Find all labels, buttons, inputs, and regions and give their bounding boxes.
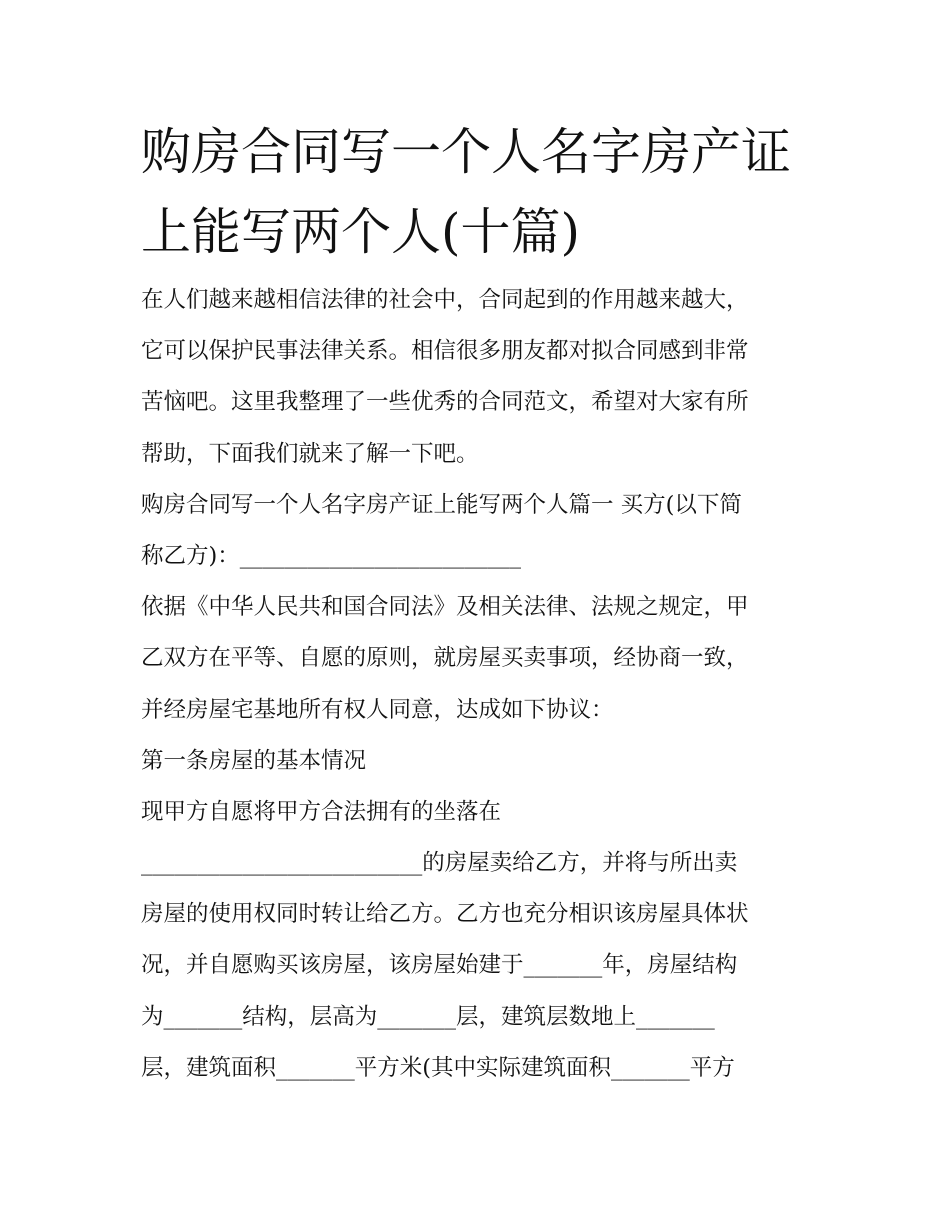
body-line: 为_______结构，层高为_______层，建筑层数地上_______ xyxy=(141,1003,715,1030)
body-line: 依据《中华人民共和国合同法》及相关法律、法规之规定，甲 xyxy=(141,594,749,621)
body-line: 况，并自愿购买该房屋，该房屋始建于_______年，房屋结构 xyxy=(141,952,738,979)
body-line: 在人们越来越相信法律的社会中，合同起到的作用越来越大， xyxy=(141,287,749,313)
body-line: 乙双方在平等、自愿的原则，就房屋买卖事项，经协商一致， xyxy=(141,645,749,672)
body-line: 帮助，下面我们就来了解一下吧。 xyxy=(141,440,479,467)
document-body xyxy=(141,280,813,1099)
title-line-1: 购房合同写一个人名字房产证 xyxy=(141,123,791,181)
body-line: 现甲方自愿将甲方合法拥有的坐落在 xyxy=(141,798,502,825)
body-line: 房屋的使用权同时转让给乙方。乙方也充分相识该房屋具体状 xyxy=(141,901,749,928)
title-line-2: 上能写两个人(十篇) xyxy=(141,203,581,261)
body-line: 它可以保护民事法律关系。相信很多朋友都对拟合同感到非常 xyxy=(141,338,749,365)
document-title xyxy=(141,112,821,272)
body-line: 称乙方)：_________________________ xyxy=(141,542,522,569)
body-line: 层，建筑面积_______平方米(其中实际建筑面积_______平方 xyxy=(141,1054,735,1081)
body-line: 苦恼吧。这里我整理了一些优秀的合同范文，希望对大家有所 xyxy=(141,389,749,416)
body-line: 第一条房屋的基本情况 xyxy=(141,747,367,774)
body-line: 并经房屋宅基地所有权人同意，达成如下协议： xyxy=(141,696,614,723)
body-line: _________________________的房屋卖给乙方，并将与所出卖 xyxy=(141,850,738,877)
body-line: 购房合同写一个人名字房产证上能写两个人篇一 买方(以下简 xyxy=(141,491,742,518)
